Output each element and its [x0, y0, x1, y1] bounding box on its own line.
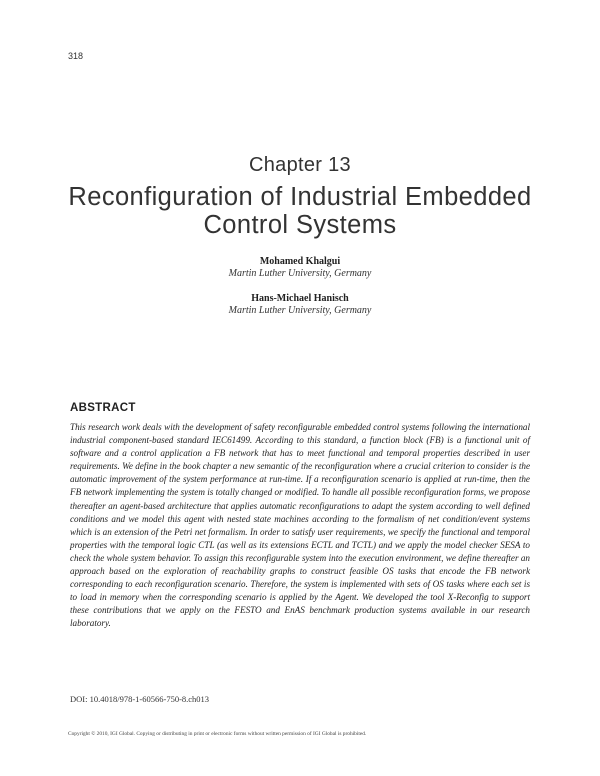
author-name: Hans-Michael Hanisch [251, 293, 349, 304]
abstract-text: This research work deals with the development of safety reconfigurable embedded control systems following the international industrial component-based standard IEC61499. According to this standard, a function block (FB) is a functional unit of software and a control application a FB network that has to meet functional and temporal properties described in user requirements. We define in the book chapter a new semantic of the reconfiguration where a crucial criterion to consider is the automatic improvement of the system performance at run-time. If a reconfiguration scenario is applied at run-time, then the FB network implementing the system is totally changed or modified. To handle all possible reconfiguration forms, we propose thereafter an agent-based architecture that applies automatic reconfigurations to adapt the system according to well defined conditions and we model this agent with nested state machines according to the formalism of net condition/event systems which is an extension of the Petri net formalism. In order to satisfy user requirements, we specify the functional and temporal properties with the temporal logic CTL (as well as its extensions ECTL and TCTL) and we apply the model checker SESA to check the whole system behavior. To assign this reconfigurable system into the execution environment, we define thereafter an approach based on the exploration of reachability graphs to construct feasible OS tasks that encode the FB network corresponding to each reconfiguration scenario. Therefore, the system is implemented with sets of OS tasks where each set is to load in memory when the corresponding scenario is applied by the Agent. We developed the tool X-Reconfig to support these contributions that we apply on the FESTO and EnAS benchmark production systems available in our research laboratory. [70, 422, 530, 629]
doi: DOI: 10.4018/978-1-60566-750-8.ch013 [70, 694, 210, 704]
abstract-heading: ABSTRACT [70, 402, 136, 414]
author-affiliation: Martin Luther University, Germany [228, 268, 372, 279]
chapter-title: Reconfiguration of Industrial Embedded Control Systems [68, 183, 532, 239]
author-block [200, 256, 400, 280]
author-affiliation: Martin Luther University, Germany [228, 305, 372, 316]
author-block [200, 293, 400, 317]
author-name: Mohamed Khalgui [259, 256, 341, 267]
copyright-notice: Copyright © 2010, IGI Global. Copying or distributing in print or electronic forms without written permission of IGI Global is prohibited. [68, 731, 367, 737]
page-number: 318 [68, 51, 84, 61]
chapter-label: Chapter 13 [249, 154, 351, 176]
